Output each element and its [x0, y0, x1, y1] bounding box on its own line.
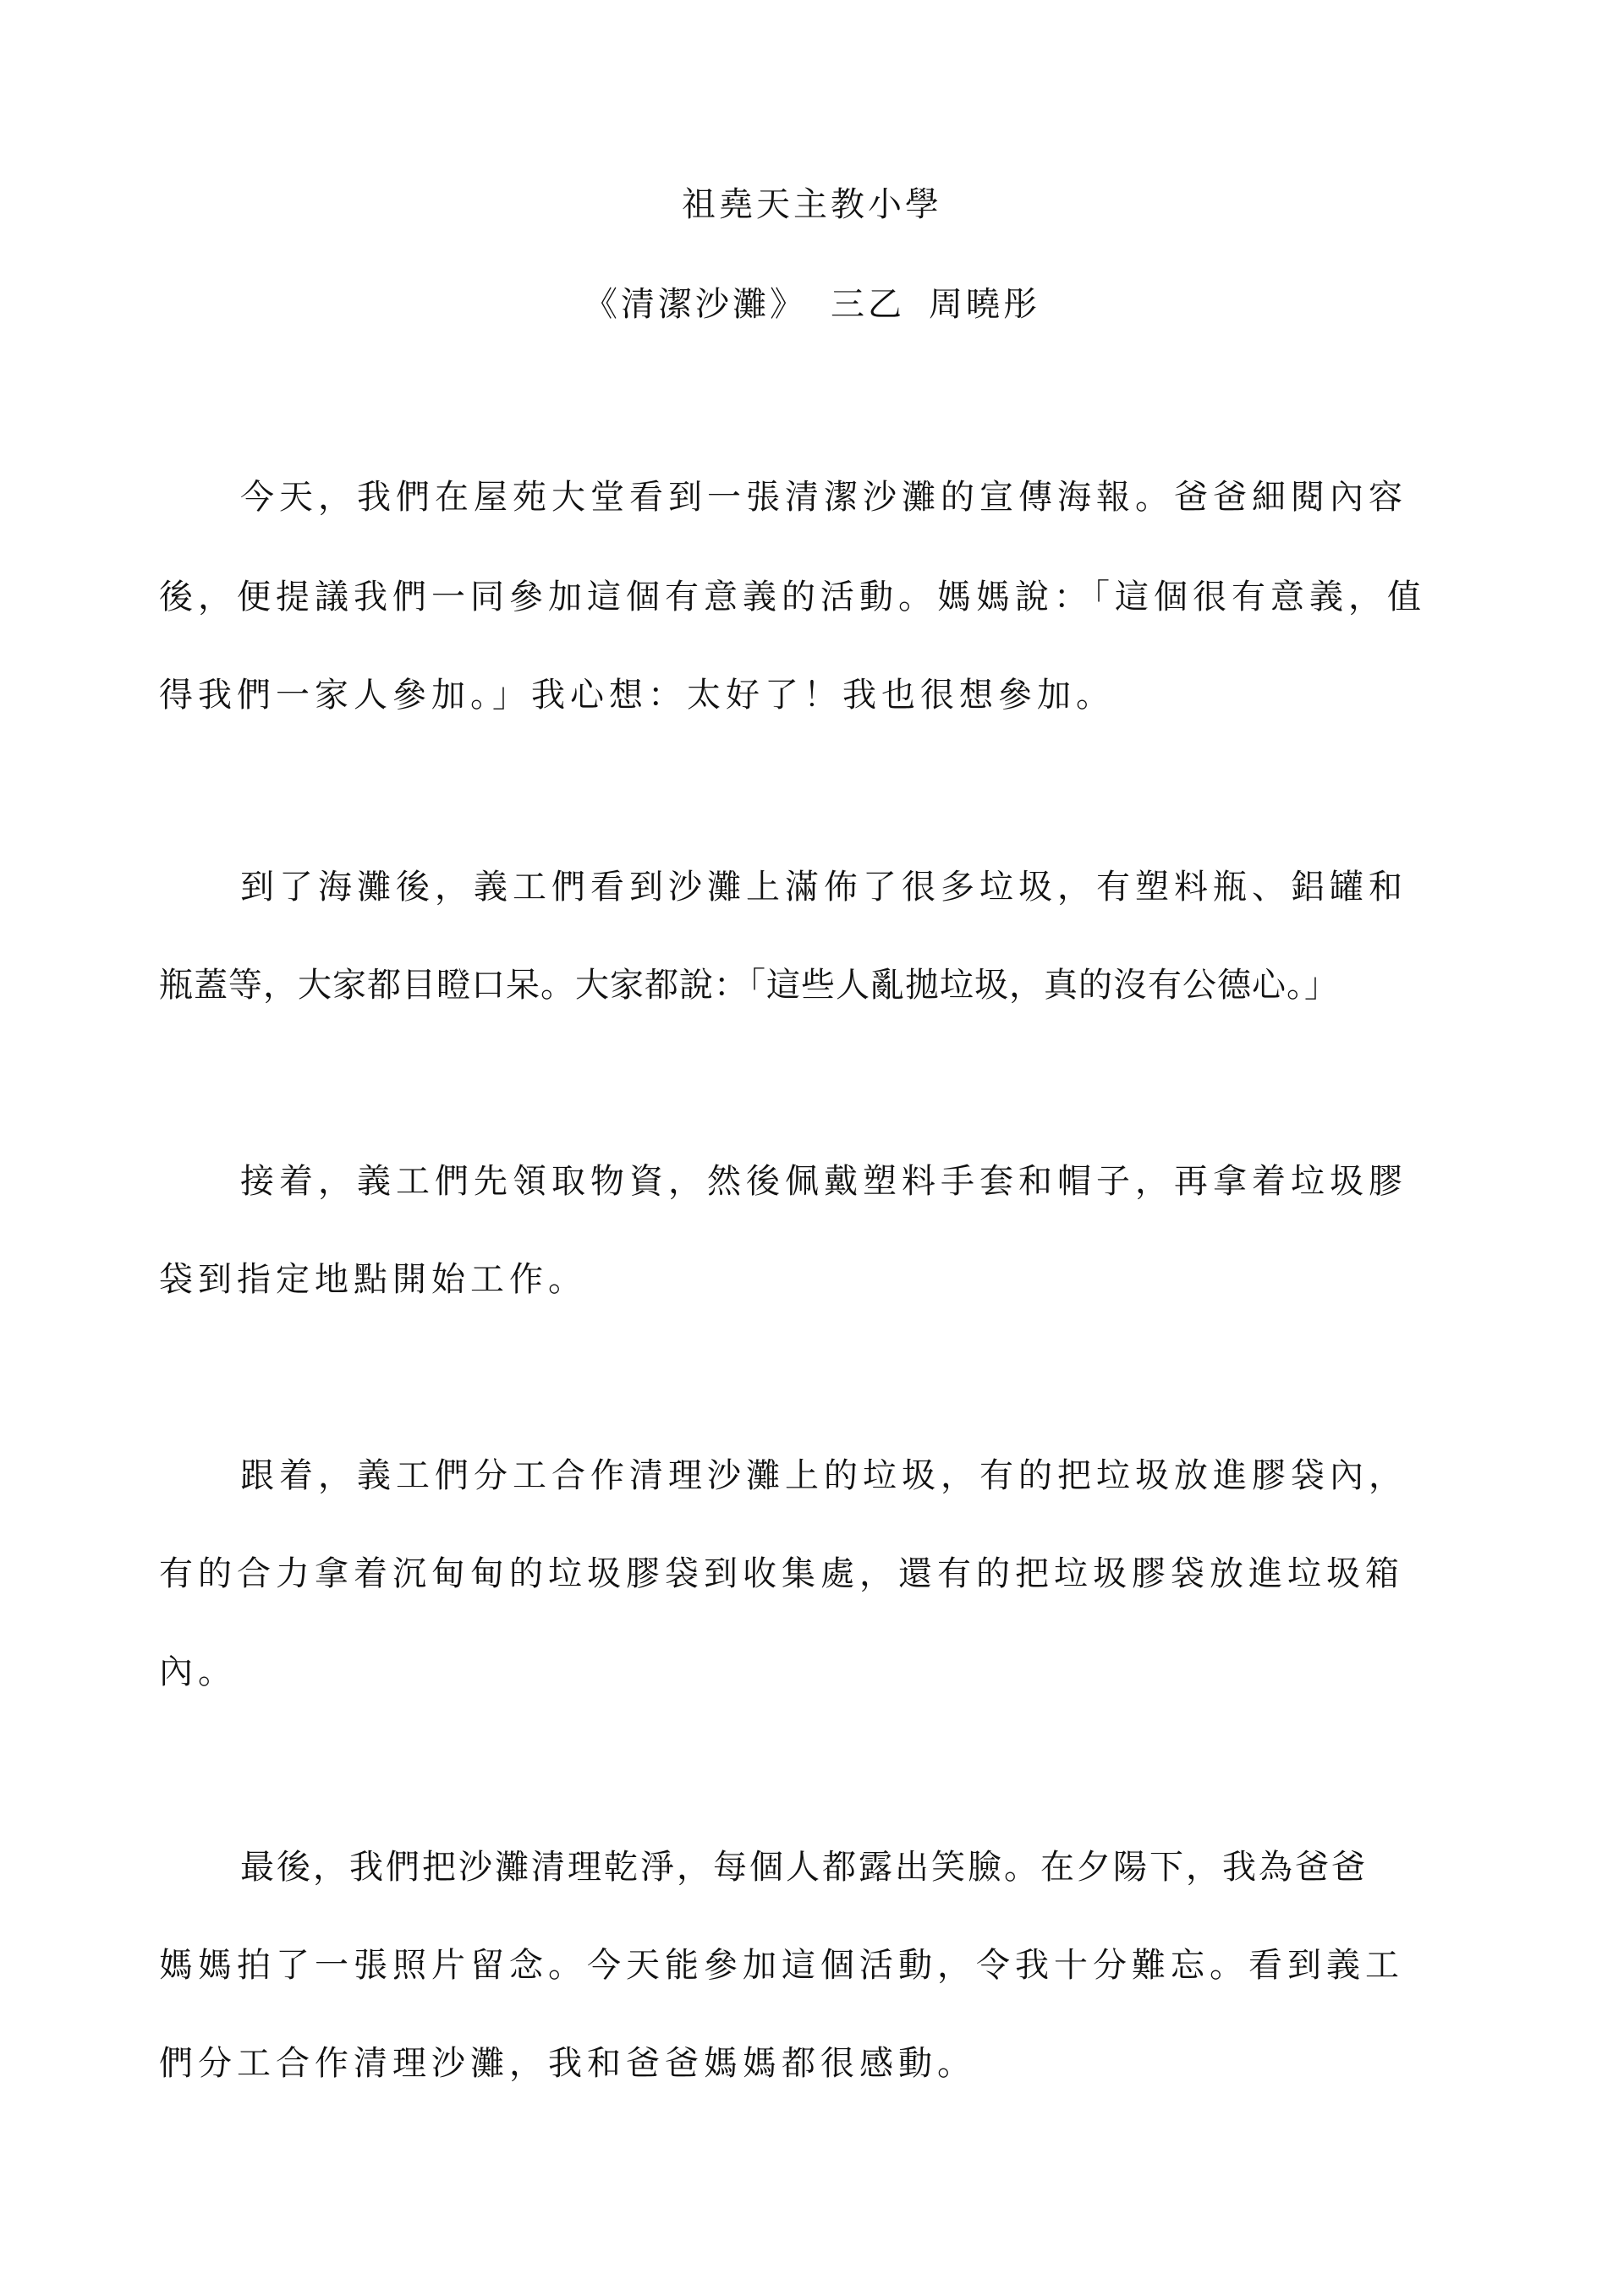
paragraph-line: 們分工合作清理沙灘，我和爸爸媽媽都很感動。 [159, 2044, 976, 2083]
essay-title: 《清潔沙灘》 [584, 285, 807, 324]
paragraph-line: 到了海灘後，義工們看到沙灘上滿佈了很多垃圾，有塑料瓶、鋁罐和 [240, 868, 1407, 907]
paragraph-line: 最後，我們把沙灘清理乾淨，每個人都露出笑臉。在夕陽下，我為爸爸 [240, 1848, 1368, 1887]
paragraph-line: 媽媽拍了一張照片留念。今天能參加這個活動，令我十分難忘。看到義工 [159, 1946, 1404, 1985]
paragraph-line: 接着，義工們先領取物資，然後佩戴塑料手套和帽子，再拿着垃圾膠 [240, 1162, 1407, 1201]
student-name: 周曉彤 [929, 285, 1040, 324]
paragraph-line: 內。 [159, 1652, 237, 1691]
student-class: 三乙 [831, 285, 905, 324]
paragraph-line: 有的合力拿着沉甸甸的垃圾膠袋到收集處，還有的把垃圾膠袋放進垃圾箱 [159, 1554, 1404, 1593]
paragraph-line: 後，便提議我們一同參加這個有意義的活動。媽媽說：「這個很有意義，值 [159, 578, 1426, 616]
paragraph-line: 得我們一家人參加。」我心想：太好了！我也很想參加。 [159, 676, 1115, 715]
paragraph-line: 跟着，義工們分工合作清理沙灘上的垃圾，有的把垃圾放進膠袋內， [240, 1456, 1407, 1495]
paragraph-line: 瓶蓋等，大家都目瞪口呆。大家都說：「這些人亂拋垃圾，真的沒有公德心。」 [159, 966, 1339, 1005]
essay-heading [0, 285, 1624, 324]
paragraph-line: 袋到指定地點開始工作。 [159, 1260, 587, 1299]
school-name: 祖堯天主教小學 [682, 185, 942, 224]
paragraph-line: 今天，我們在屋苑大堂看到一張清潔沙灘的宣傳海報。爸爸細閱內容 [240, 478, 1407, 517]
